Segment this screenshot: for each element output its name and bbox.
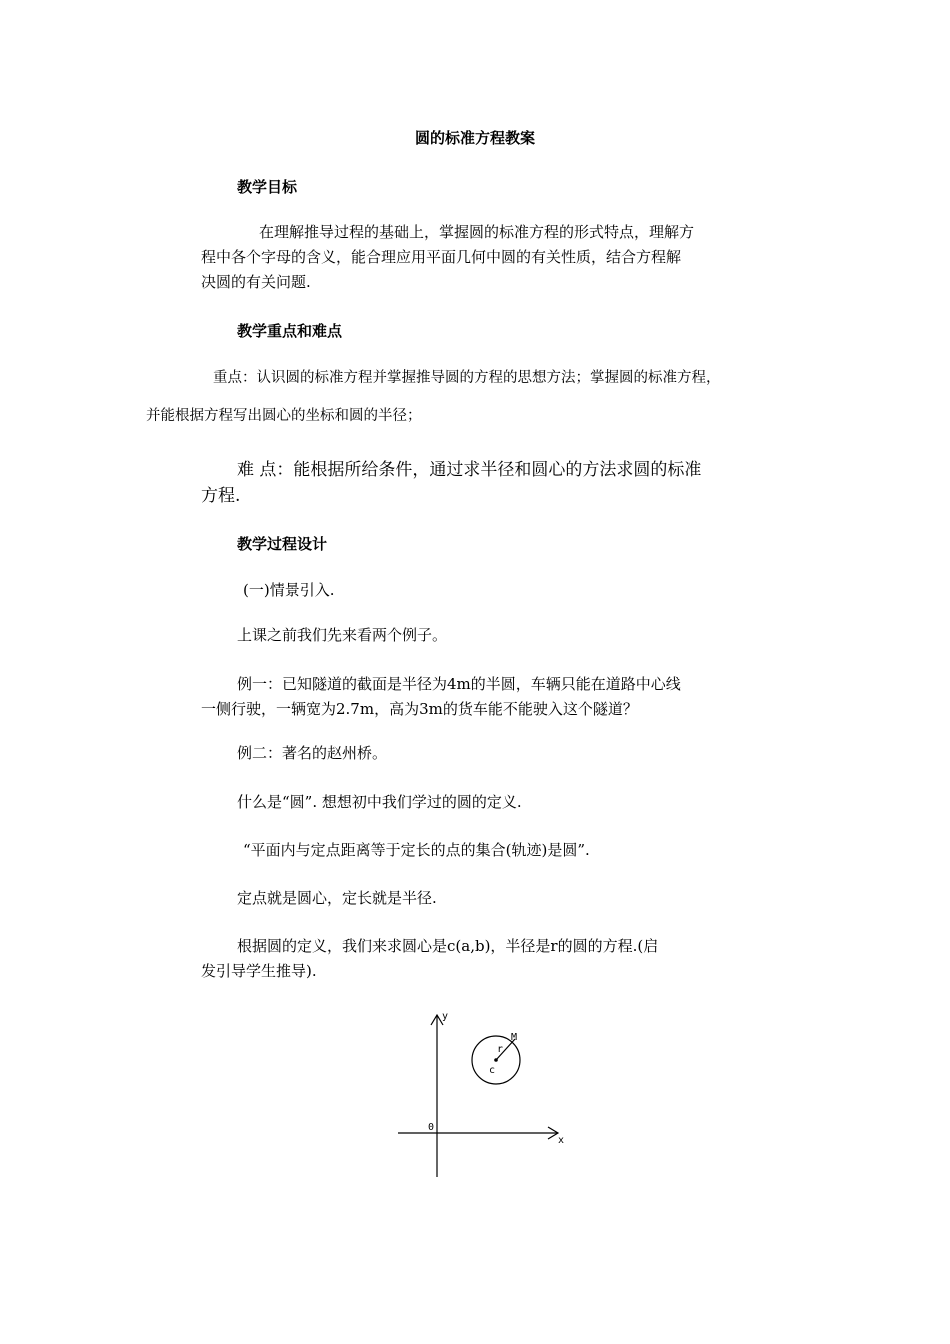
difficult-point-line-1: 难 点：能根据所给条件，通过求半径和圆心的方法求圆的标准 [237, 460, 702, 480]
section-heading-keypoints: 教学重点和难点 [237, 322, 343, 340]
paragraph-center-radius: 定点就是圆心，定长就是半径. [237, 889, 437, 907]
difficult-point-line-2: 方程. [201, 486, 241, 506]
derive-line-1: 根据圆的定义，我们来求圆心是c(a,b)，半径是r的圆的方程.(启 [237, 937, 659, 955]
origin-label: 0 [428, 1122, 435, 1133]
coordinate-figure [390, 1005, 570, 1180]
objective-line-3: 决圆的有关问题. [201, 273, 311, 291]
radius-label: r [497, 1044, 504, 1055]
example-2: 例二：著名的赵州桥。 [237, 744, 388, 762]
x-axis-label: x [558, 1135, 565, 1146]
paragraph-definition: “平面内与定点距离等于定长的点的集合(轨迹)是圆”. [243, 841, 590, 859]
objective-line-1: 在理解推导过程的基础上，掌握圆的标准方程的形式特点，理解方 [259, 223, 695, 241]
y-axis-label: y [442, 1011, 449, 1022]
key-point-line-2: 并能根据方程写出圆心的坐标和圆的半径； [146, 408, 422, 424]
page-title: 圆的标准方程教案 [414, 129, 535, 147]
derive-line-2: 发引导学生推导). [201, 962, 317, 980]
point-m-label: M [511, 1032, 518, 1043]
example-1-line-1: 例一：已知隧道的截面是半径为4m的半圆，车辆只能在道路中心线 [237, 675, 681, 693]
section-heading-objective: 教学目标 [237, 178, 298, 196]
center-label: c [489, 1065, 496, 1076]
step-heading-1: (一)情景引入. [243, 581, 335, 599]
example-1-line-2: 一侧行驶，一辆宽为2.7m，高为3m的货车能不能驶入这个隧道？ [201, 700, 638, 718]
paragraph-intro: 上课之前我们先来看两个例子。 [237, 626, 448, 644]
key-point-line-1: 重点：认识圆的标准方程并掌握推导圆的方程的思想方法；掌握圆的标准方程， [213, 370, 721, 386]
objective-line-2: 程中各个字母的含义，能合理应用平面几何中圆的有关性质，结合方程解 [201, 248, 682, 266]
paragraph-what-is-circle: 什么是“圆”. 想想初中我们学过的圆的定义. [237, 793, 522, 811]
section-heading-process: 教学过程设计 [237, 535, 328, 553]
